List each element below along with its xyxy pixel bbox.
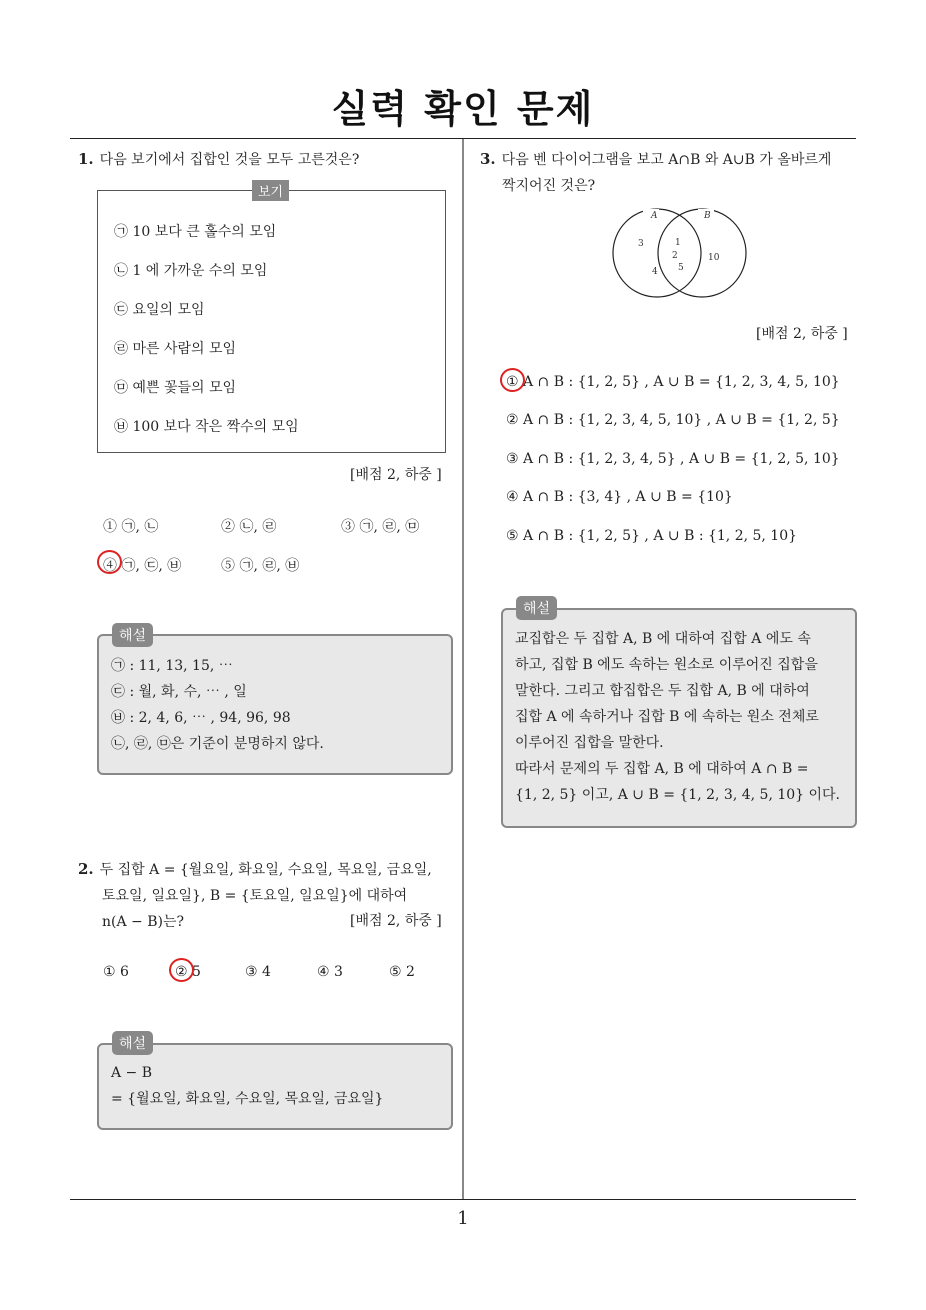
bogi-item: ㉠ 10 보다 큰 홀수의 모임 bbox=[114, 224, 277, 240]
solution-line: ㉥ : 2, 4, 6, ⋯ , 94, 96, 98 bbox=[111, 710, 291, 726]
venn-element: 5 bbox=[678, 263, 684, 273]
venn-circle-a bbox=[613, 209, 701, 297]
q2-solution-label: 해설 bbox=[112, 1031, 153, 1055]
q3-choice-1[interactable]: ① A ∩ B : {1, 2, 5} , A ∪ B = {1, 2, 3, 4, 5, 10} bbox=[506, 374, 840, 390]
q3-line1: 다음 벤 다이어그램을 보고 A∩B 와 A∪B 가 올바르게 bbox=[501, 152, 832, 168]
q1-choice-1[interactable]: ① ㉠, ㉡ bbox=[103, 519, 159, 535]
q3-solution-label: 해설 bbox=[516, 596, 557, 620]
solution-line: 하고, 집합 B 에도 속하는 원소로 이루어진 집합을 bbox=[515, 657, 818, 673]
solution-line: = {월요일, 화요일, 수요일, 목요일, 금요일} bbox=[111, 1091, 384, 1107]
q2-choice-1[interactable]: ① 6 bbox=[103, 964, 129, 980]
venn-label-b: B bbox=[704, 211, 711, 221]
q2-choice-2[interactable]: ② 5 bbox=[175, 964, 201, 980]
q3-choice-3[interactable]: ③ A ∩ B : {1, 2, 3, 4, 5} , A ∪ B = {1, 2, 5, 10} bbox=[506, 451, 840, 467]
q3-number: 3. bbox=[480, 150, 496, 168]
q3-choice-4[interactable]: ④ A ∩ B : {3, 4} , A ∪ B = {10} bbox=[506, 489, 733, 505]
q3-choice-2[interactable]: ② A ∩ B : {1, 2, 3, 4, 5, 10} , A ∪ B = {1, 2, 5} bbox=[506, 412, 840, 428]
q2-choice-4[interactable]: ④ 3 bbox=[317, 964, 343, 980]
q1-bogi-label: 보기 bbox=[252, 180, 289, 201]
bogi-item: ㉤ 예쁜 꽃들의 모임 bbox=[114, 380, 237, 396]
solution-line: 집합 A 에 속하거나 집합 B 에 속하는 원소 전체로 bbox=[515, 709, 819, 725]
q2-solution-body bbox=[111, 1060, 383, 1112]
q2-line1: 두 집합 A = {월요일, 화요일, 수요일, 목요일, 금요일, bbox=[99, 862, 432, 878]
q3-line2: 짝지어진 것은? bbox=[502, 178, 596, 194]
solution-line: 말한다. 그리고 합집합은 두 집합 A, B 에 대하여 bbox=[515, 683, 810, 699]
venn-element: 4 bbox=[652, 267, 658, 277]
q3-choice-5[interactable]: ⑤ A ∩ B : {1, 2, 5} , A ∪ B : {1, 2, 5, 10} bbox=[506, 528, 798, 544]
bogi-item: ㉢ 요일의 모임 bbox=[114, 302, 205, 318]
q1-choice-5[interactable]: ⑤ ㉠, ㉣, ㉥ bbox=[221, 558, 300, 574]
q1-stem bbox=[78, 146, 458, 173]
q1-solution-body bbox=[111, 653, 324, 757]
q3-score: [배점 2, 하중 ] bbox=[756, 326, 848, 342]
q1-answer-mark bbox=[97, 550, 122, 574]
q1-solution-label: 해설 bbox=[112, 623, 153, 647]
venn-label-a: A bbox=[651, 211, 658, 221]
q2-line3: n(A − B)는? bbox=[102, 914, 184, 930]
solution-line: A − B bbox=[111, 1065, 153, 1081]
q1-number: 1. bbox=[78, 150, 94, 168]
venn-diagram bbox=[600, 200, 760, 310]
bottom-rule bbox=[70, 1199, 856, 1200]
solution-line: {1, 2, 5} 이고, A ∪ B = {1, 2, 3, 4, 5, 10} 이다. bbox=[515, 787, 841, 803]
q2-solution-box bbox=[97, 1043, 453, 1130]
q2-score: [배점 2, 하중 ] bbox=[350, 913, 442, 929]
q1-bogi-box bbox=[97, 190, 446, 453]
q1-bogi-items bbox=[114, 213, 299, 447]
q1-choice-3[interactable]: ③ ㉠, ㉣, ㉤ bbox=[341, 519, 420, 535]
q1-text: 다음 보기에서 집합인 것을 모두 고른것은? bbox=[99, 152, 360, 168]
page-number: 1 bbox=[457, 1208, 469, 1229]
page-title: 실력 확인 문제 bbox=[331, 87, 595, 131]
q1-choice-4[interactable]: ④ ㉠, ㉢, ㉥ bbox=[103, 558, 182, 574]
venn-element: 2 bbox=[672, 251, 678, 261]
venn-element: 10 bbox=[708, 253, 720, 263]
q3-solution-box bbox=[501, 608, 857, 828]
bogi-item: ㉥ 100 보다 작은 짝수의 모임 bbox=[114, 419, 299, 435]
solution-line: 따라서 문제의 두 집합 A, B 에 대하여 A ∩ B = bbox=[515, 761, 809, 777]
solution-line: ㉢ : 월, 화, 수, ⋯ , 일 bbox=[111, 684, 247, 700]
q1-choice-2[interactable]: ② ㉡, ㉣ bbox=[221, 519, 277, 535]
q2-number: 2. bbox=[78, 860, 94, 878]
q3-stem bbox=[480, 146, 860, 199]
solution-line: ㉠ : 11, 13, 15, ⋯ bbox=[111, 658, 233, 674]
q3-solution-body bbox=[515, 626, 840, 808]
q1-solution-box bbox=[97, 634, 453, 775]
q2-line2: 토요일, 일요일}, B = {토요일, 일요일}에 대하여 bbox=[102, 888, 408, 904]
bogi-item: ㉣ 마른 사람의 모임 bbox=[114, 341, 237, 357]
solution-line: ㉡, ㉣, ㉤은 기준이 분명하지 않다. bbox=[111, 736, 324, 752]
q2-choice-3[interactable]: ③ 4 bbox=[245, 964, 271, 980]
solution-line: 교집합은 두 집합 A, B 에 대하여 집합 A 에도 속 bbox=[515, 631, 811, 647]
q2-answer-mark bbox=[169, 958, 194, 982]
q2-choice-5[interactable]: ⑤ 2 bbox=[389, 964, 415, 980]
venn-element: 3 bbox=[638, 239, 644, 249]
solution-line: 이루어진 집합을 말한다. bbox=[515, 735, 664, 751]
q3-answer-mark bbox=[500, 368, 525, 392]
bogi-item: ㉡ 1 에 가까운 수의 모임 bbox=[114, 263, 268, 279]
venn-element: 1 bbox=[675, 238, 681, 248]
q1-score: [배점 2, 하중 ] bbox=[350, 467, 442, 483]
column-divider bbox=[462, 139, 464, 1200]
